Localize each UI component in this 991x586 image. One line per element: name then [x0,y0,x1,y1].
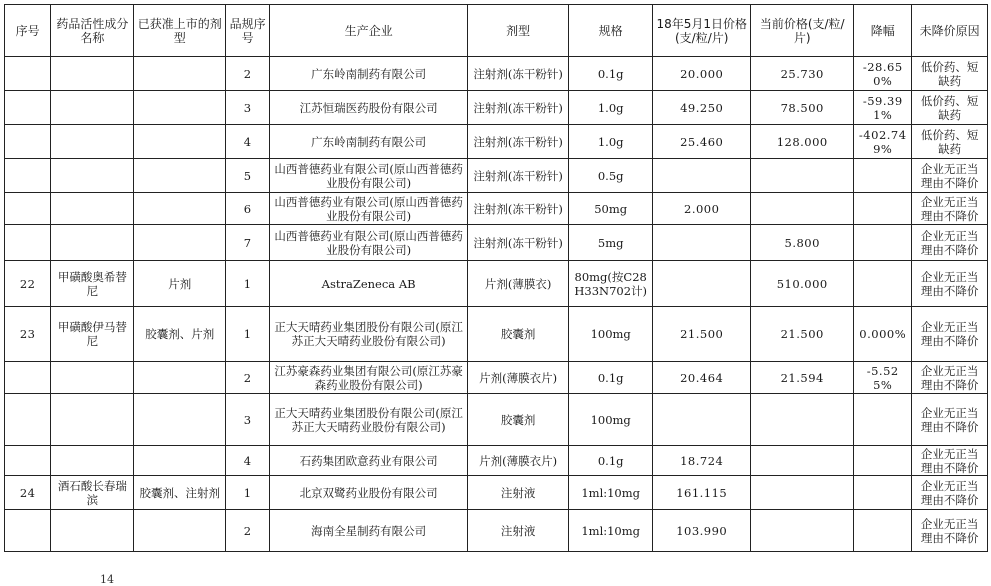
header-reason: 未降价原因 [912,5,988,57]
cell-reason: 企业无正当理由不降价 [912,446,988,476]
cell-ingredient: 酒石酸长春瑞滨 [51,476,134,510]
cell-form: 片剂(薄膜衣) [468,261,569,307]
cell-drop [854,261,912,307]
cell-dosage: 胶囊剂、注射剂 [134,476,226,510]
cell-form: 片剂(薄膜衣片) [468,362,569,394]
table-row [5,307,988,362]
cell-spec-seq: 3 [226,91,270,125]
cell-drop: -402.749% [854,125,912,159]
cell-spec: 1.0g [569,125,653,159]
header-seq: 序号 [5,5,51,57]
cell-seq: 23 [5,307,51,362]
cell-price-may: 103.990 [653,510,751,552]
cell-dosage [134,446,226,476]
cell-dosage [134,362,226,394]
cell-spec-seq: 1 [226,307,270,362]
cell-dosage [134,57,226,91]
cell-price-may: 20.464 [653,362,751,394]
cell-form: 注射剂(冻干粉针) [468,125,569,159]
header-ingredient: 药品活性成分名称 [51,5,134,57]
cell-form: 片剂(薄膜衣片) [468,446,569,476]
cell-spec: 0.1g [569,362,653,394]
header-spec-seq: 品规序号 [226,5,270,57]
table-row [5,394,988,446]
cell-drop [854,394,912,446]
cell-reason: 企业无正当理由不降价 [912,476,988,510]
cell-form: 注射液 [468,510,569,552]
cell-spec: 1ml:10mg [569,476,653,510]
header-price-now: 当前价格(支/粒/片) [751,5,854,57]
cell-spec: 5mg [569,225,653,261]
cell-spec: 0.1g [569,446,653,476]
cell-spec: 0.5g [569,159,653,193]
cell-price-may [653,261,751,307]
header-drop: 降幅 [854,5,912,57]
cell-ingredient [51,91,134,125]
cell-ingredient [51,57,134,91]
cell-dosage: 胶囊剂、片剂 [134,307,226,362]
cell-spec-seq: 5 [226,159,270,193]
cell-form: 注射液 [468,476,569,510]
cell-spec-seq: 2 [226,510,270,552]
table-row [5,446,988,476]
cell-ingredient [51,362,134,394]
table-row [5,125,988,159]
cell-drop: -28.650% [854,57,912,91]
header-price-may: 18年5月1日价格(支/粒/片) [653,5,751,57]
cell-manufacturer: 广东岭南制药有限公司 [270,57,468,91]
cell-seq: 24 [5,476,51,510]
cell-form: 注射剂(冻干粉针) [468,159,569,193]
cell-seq [5,394,51,446]
cell-reason: 企业无正当理由不降价 [912,261,988,307]
cell-seq [5,57,51,91]
cell-reason: 企业无正当理由不降价 [912,510,988,552]
cell-reason: 低价药、短缺药 [912,125,988,159]
cell-form: 注射剂(冻干粉针) [468,225,569,261]
cell-drop [854,225,912,261]
cell-dosage [134,225,226,261]
cell-price-now: 78.500 [751,91,854,125]
cell-price-now: 510.000 [751,261,854,307]
cell-manufacturer: 北京双鹭药业股份有限公司 [270,476,468,510]
cell-manufacturer: 石药集团欧意药业有限公司 [270,446,468,476]
cell-price-may [653,225,751,261]
cell-ingredient [51,225,134,261]
cell-spec-seq: 2 [226,362,270,394]
cell-price-now [751,476,854,510]
cell-price-may: 25.460 [653,125,751,159]
cell-drop: -5.525% [854,362,912,394]
cell-price-may: 21.500 [653,307,751,362]
cell-reason: 企业无正当理由不降价 [912,225,988,261]
cell-manufacturer: 山西普德药业有限公司(原山西普德药业股份有限公司) [270,225,468,261]
cell-drop [854,446,912,476]
cell-spec-seq: 1 [226,261,270,307]
cell-ingredient [51,159,134,193]
cell-spec: 100mg [569,307,653,362]
table-row [5,225,988,261]
cell-price-may: 49.250 [653,91,751,125]
table-row [5,476,988,510]
cell-form: 胶囊剂 [468,394,569,446]
cell-spec-seq: 4 [226,446,270,476]
cell-price-now: 128.000 [751,125,854,159]
cell-ingredient [51,125,134,159]
cell-ingredient: 甲磺酸伊马替尼 [51,307,134,362]
cell-dosage [134,510,226,552]
cell-ingredient [51,193,134,225]
header-row [5,5,988,57]
cell-spec: 80mg(按C28H33N702计) [569,261,653,307]
cell-price-may [653,394,751,446]
table-row [5,193,988,225]
page-number: 14 [100,573,114,586]
header-spec: 规格 [569,5,653,57]
cell-price-may: 18.724 [653,446,751,476]
cell-price-now [751,193,854,225]
cell-manufacturer: 山西普德药业有限公司(原山西普德药业股份有限公司) [270,159,468,193]
cell-price-now [751,510,854,552]
table-row [5,91,988,125]
cell-spec-seq: 6 [226,193,270,225]
cell-drop [854,159,912,193]
cell-price-now [751,159,854,193]
cell-manufacturer: 海南全星制药有限公司 [270,510,468,552]
cell-seq [5,193,51,225]
cell-price-now [751,446,854,476]
cell-reason: 低价药、短缺药 [912,57,988,91]
cell-drop: -59.391% [854,91,912,125]
cell-manufacturer: 江苏豪森药业集团有限公司(原江苏豪森药业股份有限公司) [270,362,468,394]
cell-spec-seq: 1 [226,476,270,510]
cell-seq [5,91,51,125]
table-row [5,362,988,394]
cell-drop [854,193,912,225]
cell-price-now: 25.730 [751,57,854,91]
drug-price-table [4,4,988,552]
cell-reason: 企业无正当理由不降价 [912,362,988,394]
cell-spec: 1.0g [569,91,653,125]
cell-dosage [134,394,226,446]
cell-manufacturer: 江苏恒瑞医药股份有限公司 [270,91,468,125]
cell-drop [854,476,912,510]
cell-manufacturer: AstraZeneca AB [270,261,468,307]
cell-reason: 企业无正当理由不降价 [912,159,988,193]
cell-price-now: 5.800 [751,225,854,261]
cell-spec-seq: 4 [226,125,270,159]
table-row [5,57,988,91]
cell-manufacturer: 广东岭南制药有限公司 [270,125,468,159]
cell-spec: 100mg [569,394,653,446]
cell-drop: 0.000% [854,307,912,362]
cell-price-may: 161.115 [653,476,751,510]
cell-form: 注射剂(冻干粉针) [468,91,569,125]
table-row [5,159,988,193]
cell-seq [5,362,51,394]
cell-dosage [134,91,226,125]
header-manufacturer: 生产企业 [270,5,468,57]
cell-dosage [134,159,226,193]
cell-reason: 低价药、短缺药 [912,91,988,125]
cell-form: 注射剂(冻干粉针) [468,193,569,225]
cell-price-now: 21.594 [751,362,854,394]
cell-spec-seq: 2 [226,57,270,91]
cell-spec: 0.1g [569,57,653,91]
cell-seq: 22 [5,261,51,307]
cell-price-now: 21.500 [751,307,854,362]
header-dosage-approved: 已获准上市的剂型 [134,5,226,57]
cell-form: 胶囊剂 [468,307,569,362]
cell-reason: 企业无正当理由不降价 [912,193,988,225]
cell-spec: 50mg [569,193,653,225]
header-form: 剂型 [468,5,569,57]
cell-price-now [751,394,854,446]
cell-seq [5,446,51,476]
cell-form: 注射剂(冻干粉针) [468,57,569,91]
cell-manufacturer: 正大天晴药业集团股份有限公司(原江苏正大天晴药业股份有限公司) [270,307,468,362]
cell-seq [5,510,51,552]
cell-price-may [653,159,751,193]
table-body [5,57,988,552]
cell-price-may: 20.000 [653,57,751,91]
table-row [5,510,988,552]
table-row [5,261,988,307]
cell-drop [854,510,912,552]
cell-reason: 企业无正当理由不降价 [912,307,988,362]
cell-reason: 企业无正当理由不降价 [912,394,988,446]
cell-dosage [134,193,226,225]
cell-ingredient [51,394,134,446]
cell-seq [5,159,51,193]
cell-ingredient [51,510,134,552]
cell-dosage [134,125,226,159]
cell-ingredient: 甲磺酸奥希替尼 [51,261,134,307]
cell-ingredient [51,446,134,476]
cell-seq [5,125,51,159]
cell-seq [5,225,51,261]
cell-dosage: 片剂 [134,261,226,307]
cell-manufacturer: 山西普德药业有限公司(原山西普德药业股份有限公司) [270,193,468,225]
cell-manufacturer: 正大天晴药业集团股份有限公司(原江苏正大天晴药业股份有限公司) [270,394,468,446]
cell-spec-seq: 7 [226,225,270,261]
cell-price-may: 2.000 [653,193,751,225]
cell-spec-seq: 3 [226,394,270,446]
cell-spec: 1ml:10mg [569,510,653,552]
